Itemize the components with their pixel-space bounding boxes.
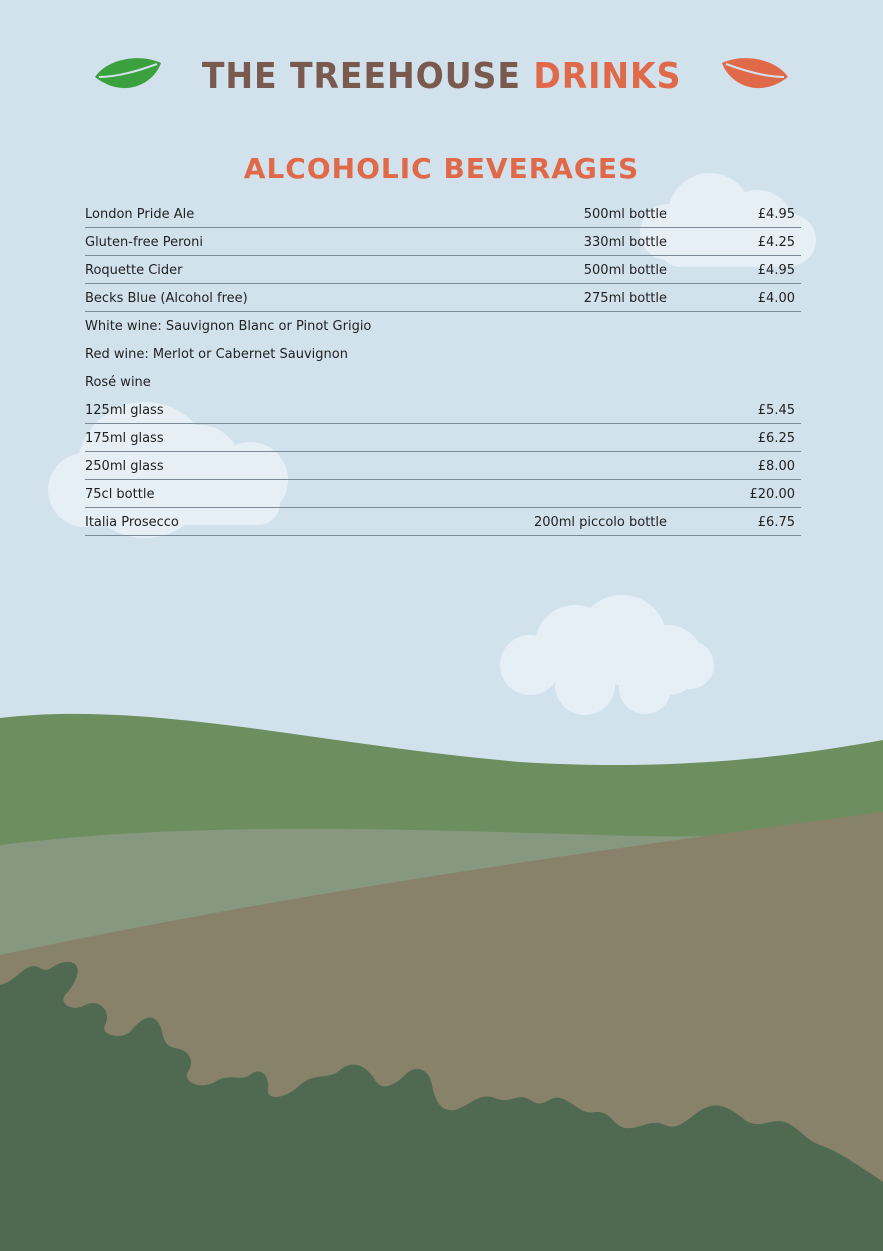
menu-item	[85, 340, 801, 368]
menu-header	[0, 48, 883, 104]
item-price: £8.00	[757, 459, 795, 474]
item-name: London Pride Ale	[85, 207, 195, 222]
menu-item	[85, 256, 801, 284]
menu-item	[85, 228, 801, 256]
item-name: Rosé wine	[85, 375, 151, 390]
item-price: £5.45	[757, 403, 795, 418]
item-name: 175ml glass	[85, 431, 164, 446]
item-name: Gluten-free Peroni	[85, 235, 203, 250]
menu-item	[85, 424, 801, 452]
item-price: £20.00	[749, 487, 795, 502]
green-leaf-icon	[93, 55, 163, 97]
section-title: ALCOHOLIC BEVERAGES	[243, 152, 640, 185]
item-price: £6.25	[757, 431, 795, 446]
brand-title	[202, 56, 682, 97]
item-price: £4.95	[757, 263, 795, 278]
item-size: 500ml bottle	[583, 207, 667, 222]
menu-item	[85, 480, 801, 508]
menu-item	[85, 284, 801, 312]
menu-item	[85, 396, 801, 424]
item-name: Becks Blue (Alcohol free)	[85, 291, 248, 306]
item-name: Italia Prosecco	[85, 515, 179, 530]
cloud-middle	[500, 595, 714, 715]
menu-item	[85, 312, 801, 340]
menu-item	[85, 368, 801, 396]
item-price: £4.00	[757, 291, 795, 306]
item-size: 200ml piccolo bottle	[533, 515, 667, 530]
item-price: £6.75	[757, 515, 795, 530]
menu-item	[85, 508, 801, 536]
item-price: £4.95	[757, 207, 795, 222]
item-size: 500ml bottle	[583, 263, 667, 278]
brand-accent: DRINKS	[533, 55, 682, 97]
item-name: White wine: Sauvignon Blanc or Pinot Grigio	[85, 319, 372, 334]
item-name: 250ml glass	[85, 459, 164, 474]
item-price: £4.25	[757, 235, 795, 250]
item-size: 330ml bottle	[583, 235, 667, 250]
brand-name: THE TREEHOUSE	[201, 55, 521, 97]
item-name: 125ml glass	[85, 403, 164, 418]
item-name: Roquette Cider	[85, 263, 183, 278]
menu-item	[85, 200, 801, 228]
menu-item	[85, 452, 801, 480]
orange-leaf-icon	[720, 55, 790, 97]
item-name: Red wine: Merlot or Cabernet Sauvignon	[85, 347, 348, 362]
item-size: 275ml bottle	[583, 291, 667, 306]
item-name: 75cl bottle	[85, 487, 155, 502]
drinks-menu-list	[85, 200, 801, 536]
